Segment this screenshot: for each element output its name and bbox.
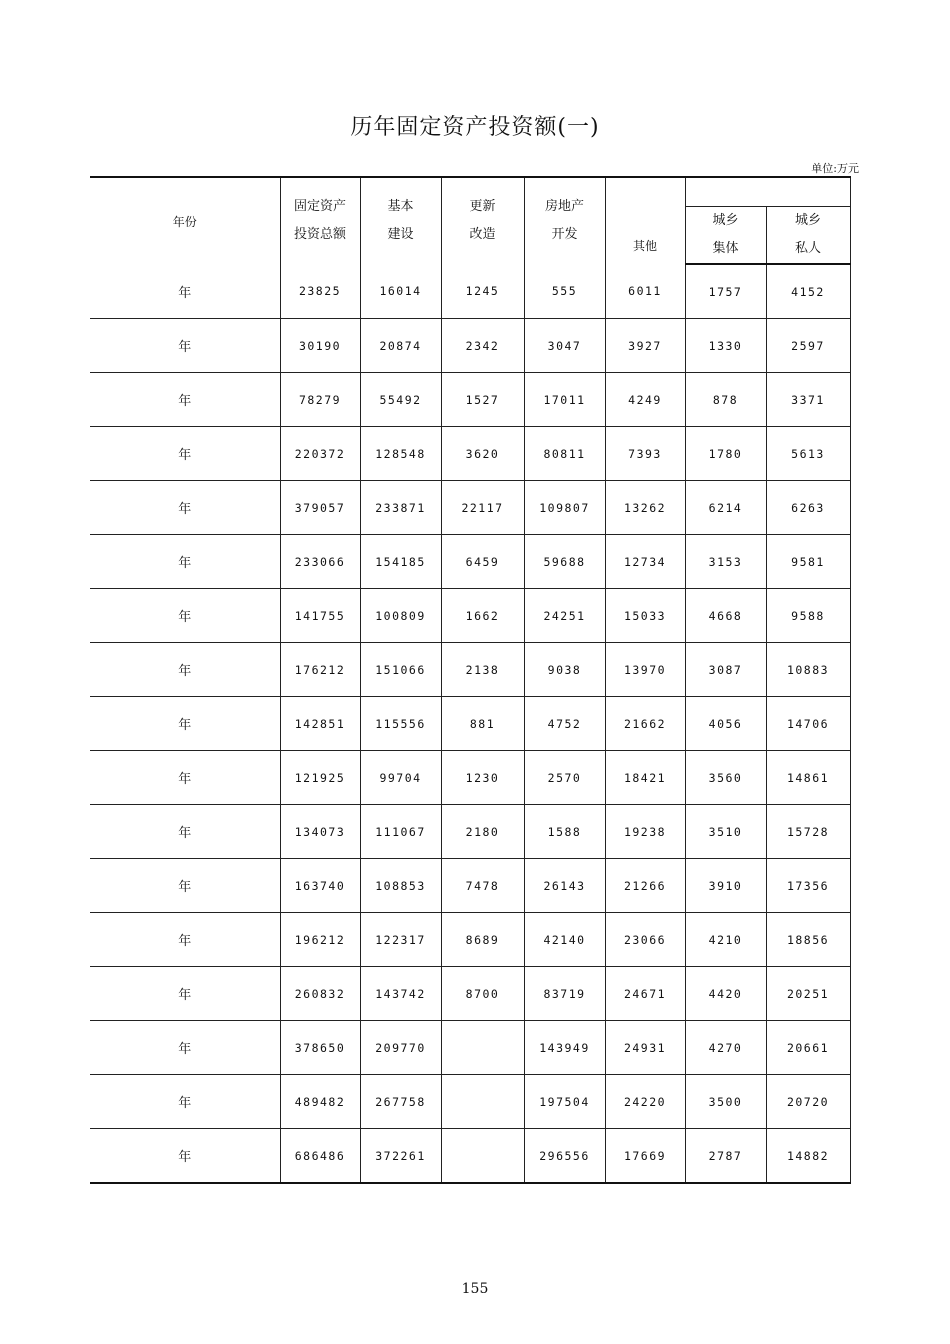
header-total-line1: 固定资产 xyxy=(293,199,346,214)
cell-collective: 3087 xyxy=(685,643,766,697)
cell-renew: 2342 xyxy=(441,319,524,373)
table-row xyxy=(90,427,850,481)
cell-realestate: 1588 xyxy=(524,805,605,859)
cell-total: 78279 xyxy=(280,373,360,427)
cell-collective: 1330 xyxy=(685,319,766,373)
cell-total: 176212 xyxy=(280,643,360,697)
header-renew-line1: 更新 xyxy=(469,199,496,214)
cell-realestate: 3047 xyxy=(524,319,605,373)
cell-total: 141755 xyxy=(280,589,360,643)
cell-basic: 143742 xyxy=(360,967,441,1021)
table-row xyxy=(90,859,850,913)
table-row xyxy=(90,967,850,1021)
cell-total: 233066 xyxy=(280,535,360,589)
cell-realestate: 109807 xyxy=(524,481,605,535)
cell-basic: 122317 xyxy=(360,913,441,967)
cell-collective: 4270 xyxy=(685,1021,766,1075)
cell-other: 21662 xyxy=(605,697,685,751)
cell-year: 年 xyxy=(90,859,280,913)
cell-year: 年 xyxy=(90,1021,280,1075)
cell-total: 134073 xyxy=(280,805,360,859)
cell-private: 20720 xyxy=(766,1075,850,1129)
cell-realestate: 24251 xyxy=(524,589,605,643)
cell-year: 年 xyxy=(90,1075,280,1129)
cell-renew xyxy=(441,1129,524,1184)
cell-year: 年 xyxy=(90,481,280,535)
cell-private: 14882 xyxy=(766,1129,850,1184)
cell-year: 年 xyxy=(90,373,280,427)
cell-year: 年 xyxy=(90,967,280,1021)
table-row xyxy=(90,913,850,967)
cell-realestate: 197504 xyxy=(524,1075,605,1129)
header-private-line2: 私人 xyxy=(794,241,821,256)
cell-other: 19238 xyxy=(605,805,685,859)
cell-realestate: 555 xyxy=(524,264,605,319)
header-basic xyxy=(360,177,441,264)
cell-total: 121925 xyxy=(280,751,360,805)
cell-private: 10883 xyxy=(766,643,850,697)
cell-collective: 4056 xyxy=(685,697,766,751)
cell-renew: 22117 xyxy=(441,481,524,535)
cell-renew: 1245 xyxy=(441,264,524,319)
cell-collective: 4420 xyxy=(685,967,766,1021)
page-number: 155 xyxy=(461,1281,489,1297)
cell-basic: 111067 xyxy=(360,805,441,859)
cell-total: 260832 xyxy=(280,967,360,1021)
cell-basic: 108853 xyxy=(360,859,441,913)
cell-total: 378650 xyxy=(280,1021,360,1075)
cell-realestate: 143949 xyxy=(524,1021,605,1075)
header-total xyxy=(280,177,360,264)
table-row xyxy=(90,319,850,373)
cell-renew: 3620 xyxy=(441,427,524,481)
header-private xyxy=(766,207,850,265)
cell-collective: 878 xyxy=(685,373,766,427)
cell-other: 24220 xyxy=(605,1075,685,1129)
table-row xyxy=(90,373,850,427)
cell-other: 3927 xyxy=(605,319,685,373)
cell-other: 6011 xyxy=(605,264,685,319)
cell-renew: 7478 xyxy=(441,859,524,913)
cell-year: 年 xyxy=(90,535,280,589)
cell-year: 年 xyxy=(90,319,280,373)
cell-basic: 115556 xyxy=(360,697,441,751)
investment-table xyxy=(90,176,851,1184)
cell-other: 23066 xyxy=(605,913,685,967)
cell-year: 年 xyxy=(90,913,280,967)
table-row xyxy=(90,589,850,643)
header-year-label: 年份 xyxy=(172,214,197,229)
cell-collective: 3910 xyxy=(685,859,766,913)
cell-realestate: 4752 xyxy=(524,697,605,751)
cell-total: 489482 xyxy=(280,1075,360,1129)
cell-basic: 267758 xyxy=(360,1075,441,1129)
cell-private: 5613 xyxy=(766,427,850,481)
cell-collective: 4210 xyxy=(685,913,766,967)
cell-year: 年 xyxy=(90,1129,280,1184)
cell-collective: 4668 xyxy=(685,589,766,643)
cell-renew: 2138 xyxy=(441,643,524,697)
cell-realestate: 80811 xyxy=(524,427,605,481)
header-realestate-line1: 房地产 xyxy=(544,199,584,214)
table-row xyxy=(90,481,850,535)
cell-renew xyxy=(441,1075,524,1129)
cell-other: 13262 xyxy=(605,481,685,535)
cell-collective: 2787 xyxy=(685,1129,766,1184)
cell-renew xyxy=(441,1021,524,1075)
header-total-line2: 投资总额 xyxy=(293,227,346,242)
cell-basic: 151066 xyxy=(360,643,441,697)
cell-collective: 1780 xyxy=(685,427,766,481)
cell-private: 17356 xyxy=(766,859,850,913)
table-row xyxy=(90,535,850,589)
cell-year: 年 xyxy=(90,643,280,697)
cell-renew: 8700 xyxy=(441,967,524,1021)
cell-renew: 6459 xyxy=(441,535,524,589)
cell-realestate: 296556 xyxy=(524,1129,605,1184)
header-group-blank xyxy=(685,177,850,207)
cell-total: 30190 xyxy=(280,319,360,373)
header-private-line1: 城乡 xyxy=(794,213,821,228)
cell-basic: 20874 xyxy=(360,319,441,373)
table-row xyxy=(90,751,850,805)
header-renew xyxy=(441,177,524,264)
cell-other: 7393 xyxy=(605,427,685,481)
cell-other: 4249 xyxy=(605,373,685,427)
cell-basic: 209770 xyxy=(360,1021,441,1075)
cell-realestate: 2570 xyxy=(524,751,605,805)
cell-basic: 100809 xyxy=(360,589,441,643)
cell-private: 20661 xyxy=(766,1021,850,1075)
cell-other: 13970 xyxy=(605,643,685,697)
cell-total: 142851 xyxy=(280,697,360,751)
cell-renew: 8689 xyxy=(441,913,524,967)
table-row xyxy=(90,264,850,319)
cell-other: 24931 xyxy=(605,1021,685,1075)
cell-total: 196212 xyxy=(280,913,360,967)
cell-basic: 154185 xyxy=(360,535,441,589)
table-row xyxy=(90,805,850,859)
cell-total: 220372 xyxy=(280,427,360,481)
cell-collective: 6214 xyxy=(685,481,766,535)
cell-basic: 233871 xyxy=(360,481,441,535)
cell-basic: 372261 xyxy=(360,1129,441,1184)
cell-basic: 55492 xyxy=(360,373,441,427)
cell-collective: 3510 xyxy=(685,805,766,859)
cell-basic: 16014 xyxy=(360,264,441,319)
header-basic-line2: 建设 xyxy=(387,227,414,242)
cell-other: 18421 xyxy=(605,751,685,805)
table-header xyxy=(90,177,850,264)
header-realestate xyxy=(524,177,605,264)
cell-private: 14861 xyxy=(766,751,850,805)
header-renew-line2: 改造 xyxy=(469,227,496,242)
cell-realestate: 17011 xyxy=(524,373,605,427)
cell-other: 17669 xyxy=(605,1129,685,1184)
cell-basic: 99704 xyxy=(360,751,441,805)
header-basic-line1: 基本 xyxy=(387,199,414,214)
cell-private: 14706 xyxy=(766,697,850,751)
table-body xyxy=(90,264,850,1183)
cell-other: 21266 xyxy=(605,859,685,913)
cell-realestate: 42140 xyxy=(524,913,605,967)
cell-year: 年 xyxy=(90,427,280,481)
cell-total: 686486 xyxy=(280,1129,360,1184)
cell-other: 24671 xyxy=(605,967,685,1021)
cell-year: 年 xyxy=(90,697,280,751)
cell-year: 年 xyxy=(90,264,280,319)
table-row xyxy=(90,643,850,697)
cell-private: 9588 xyxy=(766,589,850,643)
table-row xyxy=(90,697,850,751)
cell-realestate: 9038 xyxy=(524,643,605,697)
table-row xyxy=(90,1075,850,1129)
table-row xyxy=(90,1129,850,1184)
cell-collective: 3153 xyxy=(685,535,766,589)
cell-total: 163740 xyxy=(280,859,360,913)
cell-private: 4152 xyxy=(766,264,850,319)
cell-private: 3371 xyxy=(766,373,850,427)
cell-renew: 2180 xyxy=(441,805,524,859)
cell-private: 2597 xyxy=(766,319,850,373)
cell-year: 年 xyxy=(90,589,280,643)
cell-realestate: 59688 xyxy=(524,535,605,589)
cell-total: 379057 xyxy=(280,481,360,535)
cell-realestate: 26143 xyxy=(524,859,605,913)
unit-label: 单位:万元 xyxy=(811,162,859,175)
cell-private: 9581 xyxy=(766,535,850,589)
header-other-label: 其他 xyxy=(632,239,657,253)
cell-other: 15033 xyxy=(605,589,685,643)
cell-renew: 1662 xyxy=(441,589,524,643)
cell-realestate: 83719 xyxy=(524,967,605,1021)
cell-collective: 3500 xyxy=(685,1075,766,1129)
cell-private: 6263 xyxy=(766,481,850,535)
cell-renew: 881 xyxy=(441,697,524,751)
header-realestate-line2: 开发 xyxy=(551,227,578,242)
header-collective-line1: 城乡 xyxy=(712,213,739,228)
cell-renew: 1230 xyxy=(441,751,524,805)
header-year xyxy=(90,177,280,264)
cell-basic: 128548 xyxy=(360,427,441,481)
header-other xyxy=(605,177,685,264)
cell-collective: 1757 xyxy=(685,264,766,319)
cell-year: 年 xyxy=(90,805,280,859)
cell-other: 12734 xyxy=(605,535,685,589)
header-collective xyxy=(685,207,766,265)
cell-private: 20251 xyxy=(766,967,850,1021)
table-row xyxy=(90,1021,850,1075)
cell-renew: 1527 xyxy=(441,373,524,427)
cell-year: 年 xyxy=(90,751,280,805)
cell-collective: 3560 xyxy=(685,751,766,805)
cell-private: 15728 xyxy=(766,805,850,859)
document-title: 历年固定资产投资额(一) xyxy=(350,115,600,140)
header-collective-line2: 集体 xyxy=(712,241,739,256)
cell-total: 23825 xyxy=(280,264,360,319)
cell-private: 18856 xyxy=(766,913,850,967)
